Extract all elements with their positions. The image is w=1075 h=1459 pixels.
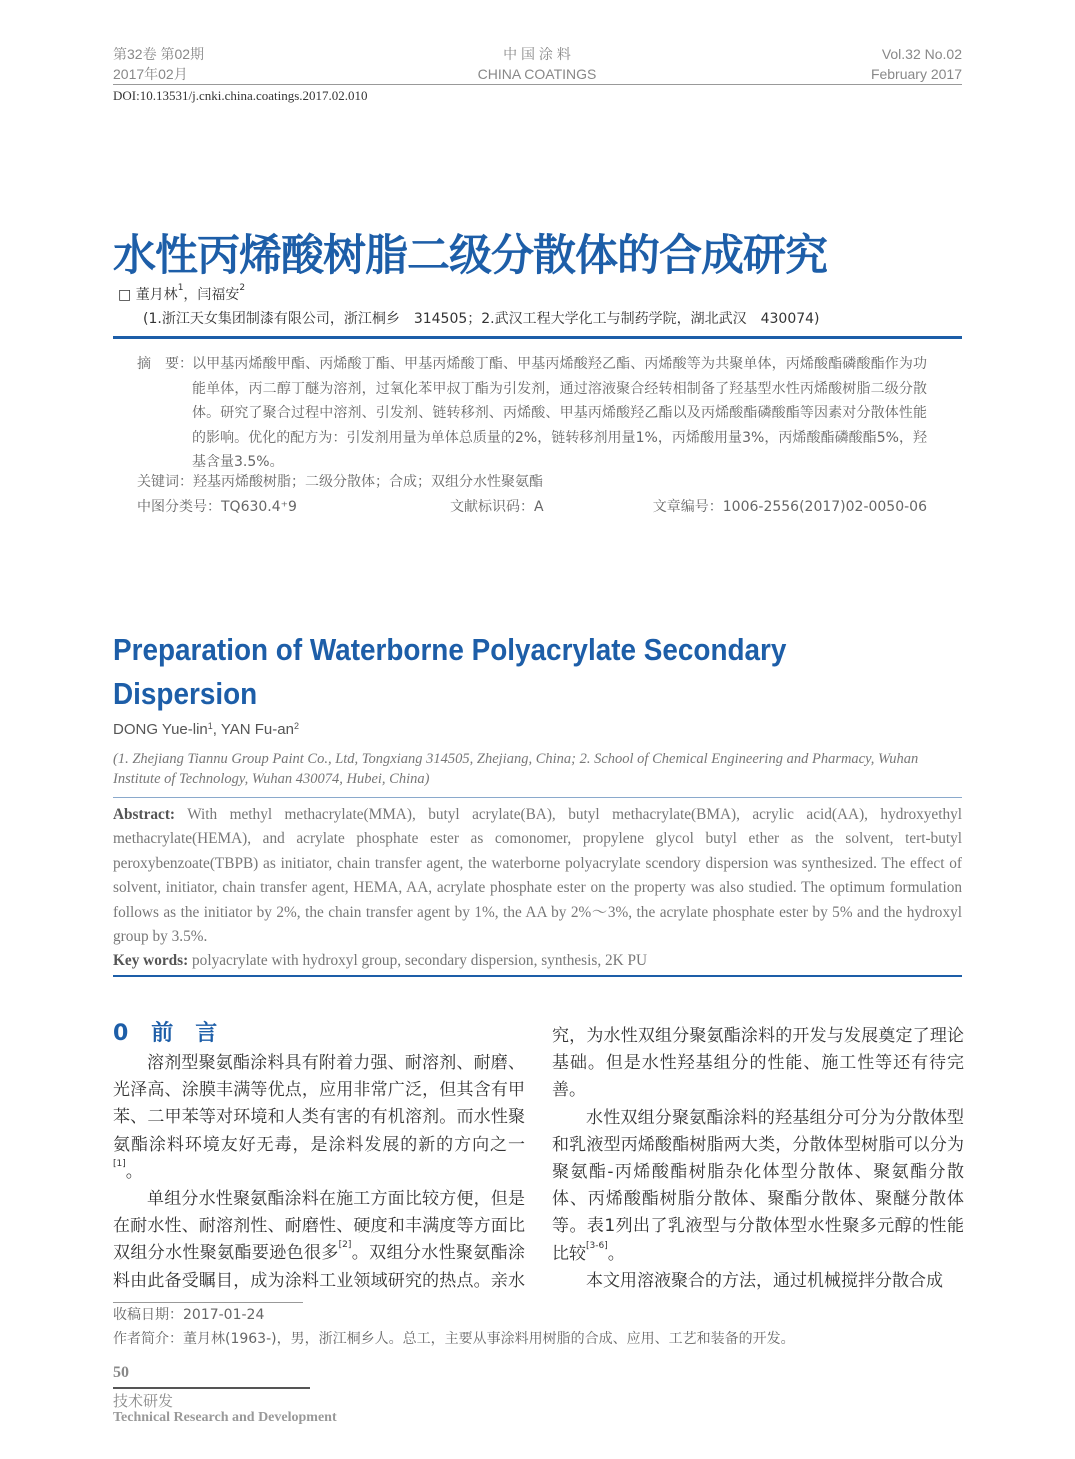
- citation[interactable]: [3-6]: [586, 1240, 608, 1251]
- document-code: 文献标识码：A: [450, 499, 544, 515]
- separator: ,: [212, 721, 221, 738]
- author-bio: 作者简介：董月林(1963-)，男，浙江桐乡人。总工，主要从事涂料用树脂的合成、应用、工艺和装备的开发。: [113, 1331, 795, 1347]
- paragraph-text: 。: [607, 1243, 625, 1264]
- affil-sup: 2: [239, 283, 246, 293]
- title-en: Preparation of Waterborne Polyacrylate Secondary Dispersion: [113, 632, 787, 711]
- journal-name-cn: 中 国 涂 料: [503, 46, 571, 62]
- abstract-label-en: Abstract:: [113, 806, 176, 823]
- affil-sup: 1: [207, 721, 213, 731]
- abstract-en: [113, 803, 962, 974]
- authors-cn: [118, 283, 245, 307]
- keywords-text-en: polyacrylate with hydroxyl group, secondary dispersion, synthesis, 2K PU: [188, 952, 648, 970]
- header-right: [871, 44, 962, 84]
- page-number: 50: [113, 1364, 129, 1381]
- author-2: 闫福安: [197, 287, 240, 303]
- abstract-cn: [137, 352, 927, 475]
- header-rule: [113, 84, 962, 85]
- date-cn: 2017年02月: [113, 66, 188, 82]
- abstract-bottom-rule: [113, 975, 962, 977]
- footer-rule: [113, 1387, 310, 1389]
- keywords-label-en: Key words:: [113, 952, 189, 970]
- abstract-text-en: With methyl methacrylate(MMA), butyl acrylate(BA), butyl methacrylate(BMA), acrylic acid(AA), hydroxyethyl methacrylate(HEMA), and acrylate phosphate ester as comonomer, propylene glycol butyl ether as the solvent, tert-butyl peroxybenzoate(TBPB) as initiator, chain transfer agent, the waterborne polyacrylate scendory dispersion was synthesized. The effect of solvent, initiator, chain transfer agent, HEMA, AA, acrylate phosphate ester on the property was also studied. The optimum formulation follows as the initiator by 2%, the chain transfer agent by 1%, the AA by 2%～3%, the acrylate phosphate ester by 5% and the hydroxyl group by 3.5%.: [113, 806, 962, 946]
- citation[interactable]: [1]: [113, 1158, 126, 1169]
- clc-number: 中图分类号：TQ630.4⁺9: [137, 499, 297, 515]
- affil-sup: 1: [177, 283, 184, 293]
- affiliation-en: (1. Zhejiang Tiannu Group Paint Co., Ltd, Tongxiang 314505, Zhejiang, China; 2. School of Chemical Engineering and Pharmacy, Wuhan Institute of Technology, Wuhan 430074, Hubei, China): [113, 751, 919, 787]
- abstract-en-top-rule: [113, 797, 962, 798]
- abstract-text-cn: 以甲基丙烯酸甲酯、丙烯酸丁酯、甲基丙烯酸丁酯、甲基丙烯酸羟乙酯、丙烯酸等为共聚单体，丙烯酸酯磷酸酯作为功能单体，丙二醇丁醚为溶剂，过氧化苯甲叔丁酯为引发剂，通过溶液聚合经转相制备了羟基型水性丙烯酸树脂二级分散体。研究了聚合过程中溶剂、引发剂、链转移剂、丙烯酸、甲基丙烯酸羟乙酯以及丙烯酸酯磷酸酯等因素对分散体性能的影响。优化的配方为：引发剂用量为单体总质量的2%，链转移剂用量1%，丙烯酸用量3%，丙烯酸酯磷酸酯5%，羟基含量3.5%。: [192, 356, 927, 470]
- author-2-en: YAN Fu-an: [220, 721, 294, 738]
- paragraph-text: 水性双组分聚氨酯涂料的羟基组分可分为分散体型和乳液型丙烯酸酯树脂两大类，分散体型树脂可以分为聚氨酯-丙烯酸酯树脂杂化体型分散体、聚氨酯分散体、丙烯酸酯树脂分散体、聚酯分散体、聚醚分散体等。表1列出了乳液型与分散体型水性聚多元醇的性能比较: [552, 1107, 964, 1264]
- column-name-en: Technical Research and Development: [113, 1410, 337, 1425]
- article-number: 文章编号：1006-2556(2017)02-0050-06: [652, 499, 927, 515]
- paragraph: [113, 1186, 525, 1295]
- header-left: [113, 44, 204, 84]
- section-heading: [113, 1016, 217, 1047]
- abstract-top-rule: [113, 336, 962, 339]
- paragraph-continued: 究，为水性双组分聚氨酯涂料的开发与发展奠定了理论基础。但是水性羟基组分的性能、施工性等还有待完善。: [552, 1026, 964, 1101]
- abstract-label-cn: 摘 要：: [137, 356, 193, 372]
- author-1: 董月林: [135, 287, 178, 303]
- section-number: 0: [113, 1021, 129, 1046]
- affil-sup: 2: [293, 721, 299, 731]
- keywords-cn: 关键词：羟基丙烯酸树脂；二级分散体；合成；双组分水性聚氨酯: [137, 474, 543, 490]
- author-1-en: DONG Yue-lin: [113, 721, 208, 738]
- paragraph-text: 溶剂型聚氨酯涂料具有附着力强、耐溶剂、耐磨、光泽高、涂膜丰满等优点，应用非常广泛，但其含有甲苯、二甲苯等对环境和人类有害的有机溶剂。而水性聚氨酯涂料环境友好无毒，是涂料发展的新的方向之一: [113, 1053, 525, 1155]
- separator: ，: [183, 287, 198, 303]
- paragraph-text: 单组分水性聚氨酯涂料在施工方面比较方便，但是在耐水性、耐溶剂性、耐磨性、硬度和丰满度等方面比双组分水性聚氨酯要逊色很多: [113, 1189, 525, 1264]
- journal-name-en: CHINA COATINGS: [477, 66, 597, 82]
- body-column-left: [113, 1050, 525, 1295]
- paragraph: 本文用溶液聚合的方法，通过机械搅拌分散合成: [586, 1270, 943, 1291]
- date-en: February 2017: [870, 66, 962, 82]
- doi: DOI:10.13531/j.cnki.china.coatings.2017.02.010: [113, 88, 368, 103]
- column-name-cn: 技术研发: [113, 1394, 174, 1410]
- paragraph-text: 。双组分水性聚氨酯涂料由此备受瞩目，成为涂料工业领域研究的热点。亲水: [113, 1243, 525, 1291]
- section-title: 前 言: [151, 1021, 218, 1046]
- header-center: [437, 44, 637, 84]
- volume-issue-cn: 第32卷 第02期: [113, 46, 205, 62]
- author-marker: □: [118, 287, 132, 303]
- volume-issue-en: Vol.32 No.02: [881, 46, 962, 62]
- citation[interactable]: [2]: [338, 1240, 352, 1251]
- received-date: 收稿日期：2017-01-24: [113, 1307, 265, 1323]
- authors-en: [113, 721, 299, 738]
- paragraph: [552, 1105, 964, 1268]
- affiliation-cn: (1.浙江天女集团制漆有限公司，浙江桐乡 314505；2.武汉工程大学化工与制药学院，湖北武汉 430074): [143, 311, 820, 327]
- paragraph-text: 。: [125, 1161, 143, 1182]
- paragraph: [113, 1050, 525, 1186]
- body-column-right: [552, 1023, 964, 1295]
- title-cn: 水性丙烯酸树脂二级分散体的合成研究: [113, 231, 827, 281]
